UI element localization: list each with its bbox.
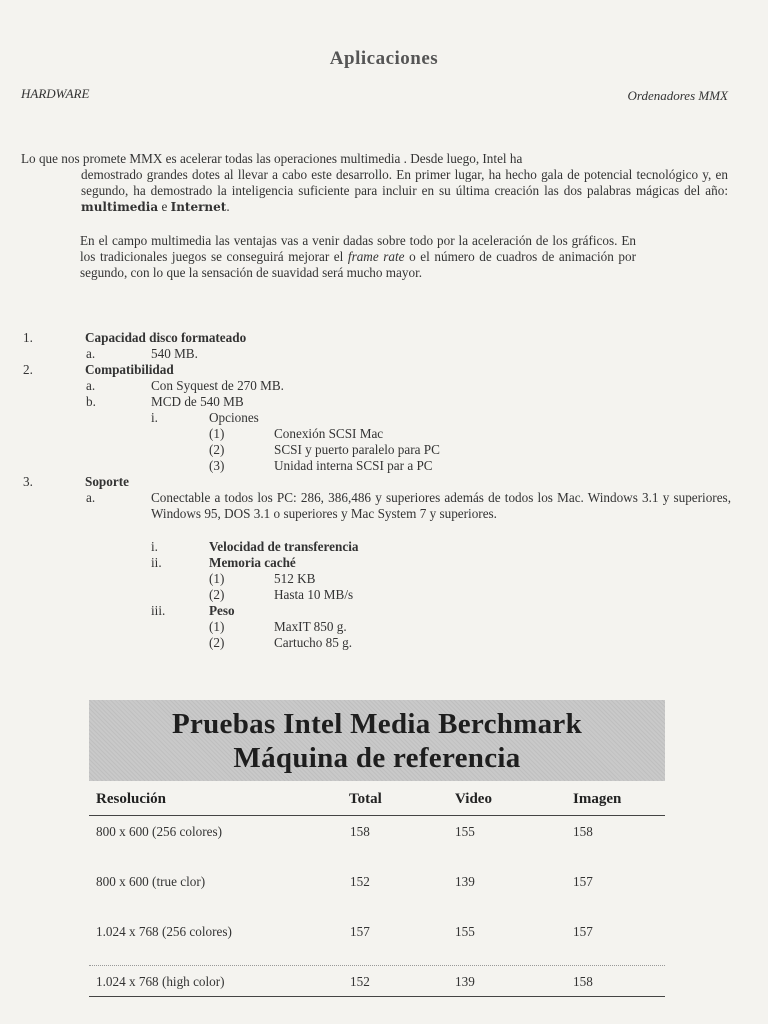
list-item: Velocidad de transferencia (209, 539, 359, 554)
table-cell: 155 (455, 924, 475, 939)
list-marker: (1) (209, 571, 225, 586)
intro-paragraph-2 (80, 233, 636, 281)
list-marker: (3) (209, 458, 225, 473)
column-header: Resolución (96, 791, 167, 807)
topic-label: Ordenadores MMX (627, 88, 728, 103)
keyword-multimedia: multimedia (81, 200, 159, 214)
intro-p2-text-b: o el número de cuadros de animación por segundo, con lo que la sensación de suavidad será mucho mayor. (80, 249, 637, 280)
list-item: MCD de 540 MB (151, 394, 244, 409)
list-item: Cartucho 85 g. (274, 635, 353, 650)
list-marker: (2) (209, 442, 225, 457)
table-cell: 158 (350, 824, 370, 839)
list-number: 1. (23, 330, 33, 345)
list-marker: (2) (209, 635, 225, 650)
list-marker: iii. (151, 603, 166, 618)
list-marker: b. (86, 394, 96, 409)
table-cell: 157 (350, 924, 370, 939)
list-item: MaxIT 850 g. (274, 619, 347, 634)
table-cell: 152 (350, 874, 370, 889)
list-item: Peso (209, 603, 235, 618)
benchmark-subtitle: Máquina de referencia (233, 742, 521, 774)
list-heading: Capacidad disco formateado (85, 330, 247, 345)
list-marker: a. (86, 346, 96, 361)
list-marker: i. (151, 539, 158, 554)
list-item: Con Syquest de 270 MB. (151, 378, 284, 393)
column-header: Imagen (573, 791, 622, 807)
benchmark-title: Pruebas Intel Media Berchmark (171, 708, 583, 740)
intro-p1-conj: e (161, 199, 168, 214)
table-cell: 800 x 600 (256 colores) (96, 824, 222, 839)
list-item: Conexión SCSI Mac (274, 426, 384, 441)
table-cell: 139 (455, 874, 475, 889)
intro-p1-body: demostrado grandes dotes al llevar a cabo este desarrollo. En primer lugar, ha hecho gala de potencial tecnológico y, en segundo, ha demostrado la inteligencia suficiente para incluir en su última creación las dos palabras mágicas del año: multimedia e Internet. (81, 167, 728, 214)
list-item: Unidad interna SCSI par a PC (274, 458, 433, 473)
column-header: Video (455, 791, 492, 807)
table-cell: 158 (573, 824, 593, 839)
benchmark-title-banner (89, 700, 665, 781)
intro-p2-text-a: En el campo multimedia las ventajas vas a venir dadas sobre todo por la aceleración de los gráficos. En los tradicionales juegos se conseguirá mejorar el (80, 233, 636, 264)
table-cell: 139 (455, 974, 475, 989)
table-cell: 152 (350, 974, 370, 989)
table-cell: 155 (455, 824, 475, 839)
list-item: 540 MB. (151, 346, 198, 361)
intro-p1-text: demostrado grandes dotes al llevar a cabo este desarrollo. En primer lugar, ha hecho gala de potencial tecnológico y, en segundo, ha demostrado la inteligencia suficiente para incluir en su última creación las dos palabras mágicas del año: (81, 167, 728, 198)
table-divider (89, 815, 665, 816)
table-bottom-rule (89, 996, 665, 997)
intro-paragraph-1 (21, 151, 728, 215)
list-item: Hasta 10 MB/s (274, 587, 354, 602)
table-cell: 1.024 x 768 (high color) (96, 974, 225, 989)
list-marker: a. (86, 490, 96, 505)
list-marker: i. (151, 410, 158, 425)
list-marker: (1) (209, 426, 225, 441)
table-cell: 157 (573, 874, 593, 889)
column-header: Total (349, 791, 382, 807)
list-marker: a. (86, 378, 96, 393)
table-cell: 1.024 x 768 (256 colores) (96, 924, 232, 939)
list-number: 3. (23, 474, 33, 489)
list-marker: ii. (151, 555, 162, 570)
list-item: 512 KB (274, 571, 316, 586)
list-number: 2. (23, 362, 33, 377)
page-title: Aplicaciones (329, 48, 439, 69)
row-divider (89, 965, 665, 966)
intro-p2-italic: frame rate (347, 249, 405, 264)
list-item: SCSI y puerto paralelo para PC (274, 442, 440, 457)
table-cell: 158 (573, 974, 593, 989)
list-marker: (2) (209, 587, 225, 602)
list-item: Conectable a todos los PC: 286, 386,486 y superiores además de todos los Mac. Windows 3.1 y superiores, Windows 95, DOS 3.1 o superiores y Mac System 7 y superiores. (151, 490, 731, 521)
list-item: Memoria caché (209, 555, 296, 570)
intro-p1-first-line: Lo que nos promete MMX es acelerar todas las operaciones multimedia . Desde luego, Intel ha (21, 151, 523, 166)
list-heading: Compatibilidad (85, 362, 174, 377)
list-item: Opciones (209, 410, 259, 425)
list-heading: Soporte (85, 474, 129, 489)
table-cell: 800 x 600 (true clor) (96, 874, 206, 889)
section-label: HARDWARE (21, 86, 90, 101)
keyword-internet: Internet (170, 200, 227, 214)
list-marker: (1) (209, 619, 225, 634)
table-cell: 157 (573, 924, 593, 939)
